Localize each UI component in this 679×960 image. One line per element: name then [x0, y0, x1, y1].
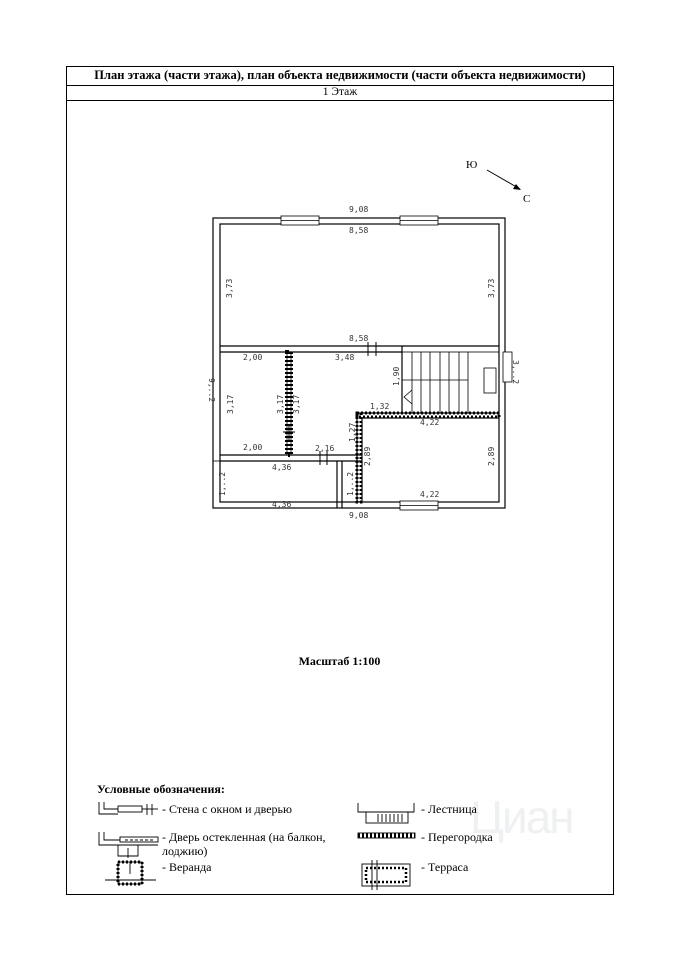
- veranda-symbol: [105, 862, 156, 884]
- dim-big-room-bottom: 8,58: [349, 334, 369, 343]
- staircase: [402, 352, 499, 413]
- dim-right-room-bottom: 4,22: [420, 490, 440, 499]
- legend-item-partition: - Перегородка: [421, 830, 493, 844]
- windows: [281, 216, 512, 510]
- legend-item-veranda: - Веранда: [162, 860, 212, 874]
- dim-top-inner: 8,58: [349, 226, 369, 235]
- dim-corridor: 2,16: [315, 444, 335, 453]
- legend-item-terrace: - Терраса: [421, 860, 469, 874]
- dimension-labels: [207, 205, 520, 520]
- terrace-symbol: [362, 860, 410, 890]
- compass-south: Ю: [466, 159, 478, 171]
- dim-stair-h: 1,90: [392, 366, 401, 386]
- dim-hall-top: 3,48: [335, 353, 355, 362]
- dim-left-room-h3: 3,17: [292, 394, 301, 414]
- dim-bottom-outer: 9,08: [349, 511, 369, 520]
- dim-top-outer: 9,08: [349, 205, 369, 214]
- legend-item-glazed-door: - Дверь остекленная (на балкон, лоджию): [162, 830, 326, 858]
- dim-veranda-top: 4,36: [272, 463, 292, 472]
- dim-veranda-bottom: 4,36: [272, 500, 292, 509]
- glazed-door-symbol: [99, 832, 158, 858]
- compass: [466, 159, 530, 205]
- dim-small-w: 1,32: [370, 402, 390, 411]
- dim-big-room-right: 3,73: [487, 278, 496, 298]
- outer-walls: [213, 218, 505, 508]
- dim-left-room-h: 3,17: [226, 394, 235, 414]
- legend-item-staircase: - Лестница: [421, 802, 477, 816]
- dim-left-outer: 9,..2: [207, 378, 216, 403]
- dim-big-room-left: 3,73: [225, 278, 234, 298]
- dim-left-room-top: 2,00: [243, 353, 263, 362]
- dim-veranda-h-left: 1,..2: [218, 471, 227, 496]
- scale-label: Масштаб 1:100: [298, 654, 381, 668]
- page-title: План этажа (части этажа), план объекта недвижимости (части объекта недвижимости): [67, 67, 613, 86]
- wall-window-door-symbol: [99, 802, 158, 815]
- staircase-symbol: [358, 803, 414, 823]
- compass-arrowhead: [513, 184, 521, 190]
- dim-right-outer: 3,..2: [511, 360, 520, 385]
- dim-right-room-top: 4,22: [420, 418, 440, 427]
- watermark: Циан: [470, 791, 573, 843]
- dim-right-room-h-left: 2,89: [363, 446, 372, 466]
- floor-label: 1 Этаж: [67, 85, 613, 101]
- dim-left-room-h2: 3,17: [276, 394, 285, 414]
- legend-title: Условные обозначения:: [97, 782, 225, 796]
- dim-small-h: 1,27: [348, 422, 357, 442]
- dim-left-room-bottom: 2,00: [243, 443, 263, 452]
- dim-veranda-h-right: 1,..2: [346, 471, 355, 496]
- legend-item-wall: - Стена с окном и дверью: [162, 802, 292, 816]
- dim-right-room-h-right: 2,89: [487, 446, 496, 466]
- compass-north: С: [523, 193, 531, 205]
- partition-symbol: [358, 833, 415, 838]
